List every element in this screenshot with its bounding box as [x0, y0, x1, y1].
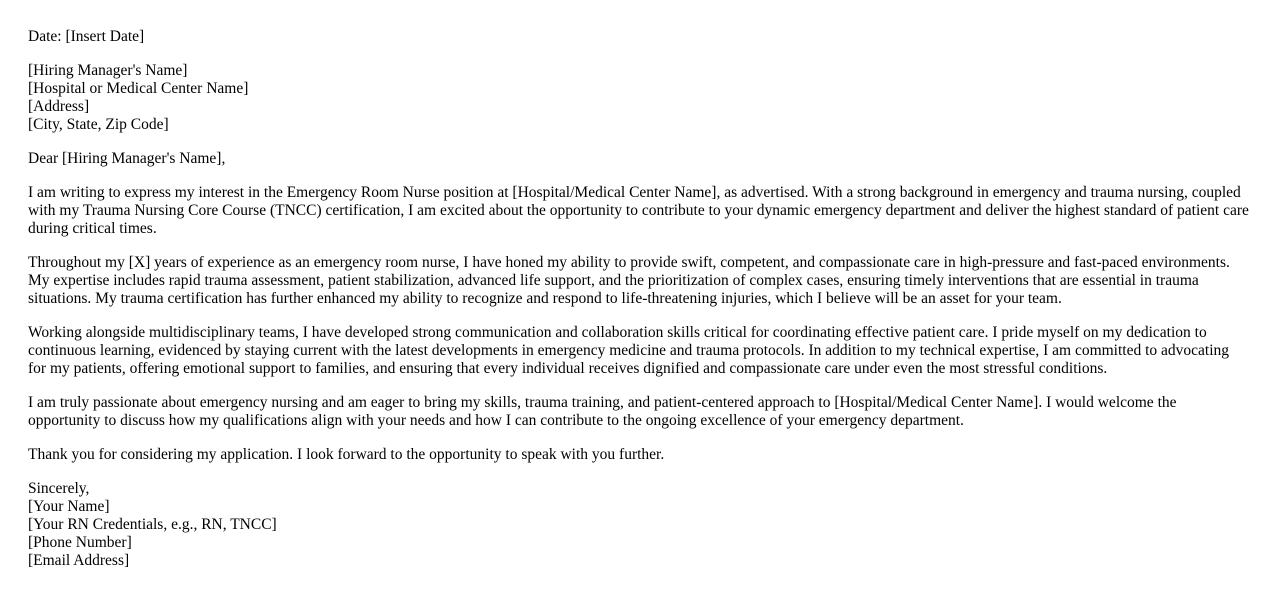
sender-name: [Your Name] — [28, 498, 110, 515]
sender-email: [Email Address] — [28, 552, 130, 569]
body-paragraph-passion: I am truly passionate about emergency nursing and am eager to bring my skills, trauma training, and patient-centered approach to [Hospital/Medical Center Name]. I would welcome the opportunity to discuss how my qualifications align with your needs and how I can contribute to the ongoing excellence of your emergency department. — [28, 394, 1177, 429]
recipient-address: [Address] — [28, 98, 90, 115]
salutation: Dear [Hiring Manager's Name], — [28, 150, 226, 167]
body-paragraph-intro: I am writing to express my interest in the Emergency Room Nurse position at [Hospital/Medical Center Name], as advertised. With a strong background in emergency and trauma nursing, coupled with my Trauma Nursing Core Course (TNCC) certification, I am excited about the opportunity to contribute to your dynamic emergency department and deliver the highest standard of patient care during critical times. — [28, 184, 1249, 237]
cover-letter — [28, 28, 1250, 586]
body-paragraph-experience: Throughout my [X] years of experience as an emergency room nurse, I have honed my ability to provide swift, competent, and compassionate care in high-pressure and fast-paced environments. My expertise includes rapid trauma assessment, patient stabilization, advanced life support, and the prioritization of complex cases, ensuring timely interventions that are essential in trauma situations. My trauma certification has further enhanced my ability to recognize and respond to life-threatening injuries, which I believe will be an asset for your team. — [28, 254, 1230, 307]
body-paragraph-teamwork: Working alongside multidisciplinary teams, I have developed strong communication and collaboration skills critical for coordinating effective patient care. I pride myself on my dedication to continuous learning, evidenced by staying current with the latest developments in emergency medicine and trauma protocols. In addition to my technical expertise, I am committed to advocating for my patients, offering emotional support to families, and ensuring that every individual receives dignified and compassionate care under even the most stressful conditions. — [28, 324, 1230, 377]
date-line: Date: [Insert Date] — [28, 28, 145, 45]
closing-block — [28, 480, 1250, 570]
recipient-organization: [Hospital or Medical Center Name] — [28, 80, 249, 97]
recipient-city-state-zip: [City, State, Zip Code] — [28, 116, 169, 133]
sender-phone: [Phone Number] — [28, 534, 132, 551]
sign-off: Sincerely, — [28, 480, 90, 497]
body-paragraph-thanks: Thank you for considering my application. I look forward to the opportunity to speak with you further. — [28, 446, 665, 463]
sender-credentials: [Your RN Credentials, e.g., RN, TNCC] — [28, 516, 277, 533]
recipient-name: [Hiring Manager's Name] — [28, 62, 188, 79]
recipient-block — [28, 62, 1250, 134]
